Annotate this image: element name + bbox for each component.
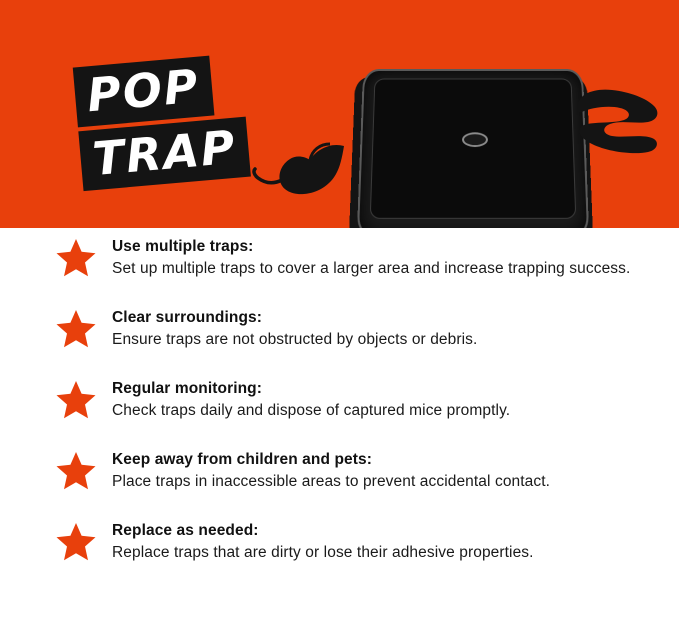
list-item xyxy=(0,512,679,565)
list-item xyxy=(0,370,679,423)
header-banner xyxy=(0,0,679,228)
glue-trap-illustration xyxy=(350,62,594,228)
trap-body xyxy=(357,69,590,228)
star-icon xyxy=(56,522,96,562)
tip-title: Use multiple traps: xyxy=(112,238,254,255)
tip-text xyxy=(112,512,639,565)
star-icon xyxy=(56,309,96,349)
list-item xyxy=(0,441,679,494)
list-item xyxy=(0,228,679,281)
tip-body: Replace traps that are dirty or lose their adhesive properties. xyxy=(112,544,534,562)
tip-title: Replace as needed: xyxy=(112,521,259,539)
star-icon xyxy=(56,380,96,420)
list-item xyxy=(0,299,679,352)
trap-center-marker xyxy=(462,132,488,147)
brand-logo xyxy=(73,53,252,195)
tip-title: Regular monitoring: xyxy=(112,379,263,397)
tip-body: Ensure traps are not obstructed by objects or debris. xyxy=(112,331,478,349)
star-icon xyxy=(56,451,96,491)
snake-silhouette-icon xyxy=(568,86,664,156)
tip-body: Place traps in inaccessible areas to prevent accidental contact. xyxy=(112,473,551,491)
tip-text xyxy=(112,370,639,423)
tips-list xyxy=(0,228,679,583)
tip-body: Check traps daily and dispose of captured mice promptly. xyxy=(112,402,511,420)
star-icon xyxy=(56,238,96,278)
tip-text xyxy=(112,228,639,281)
tip-text xyxy=(112,299,639,352)
mouse-silhouette-icon xyxy=(252,140,348,198)
tip-text xyxy=(112,441,639,494)
trap-surface xyxy=(370,79,577,219)
tip-title: Clear surroundings: xyxy=(112,308,263,326)
tip-title: Keep away from children and pets: xyxy=(112,450,372,468)
tip-body: Set up multiple traps to cover a larger area and increase trapping success. xyxy=(112,260,631,278)
brand-logo-line-2: TRAP xyxy=(78,117,251,191)
brand-logo-line-1: POP xyxy=(73,56,214,128)
